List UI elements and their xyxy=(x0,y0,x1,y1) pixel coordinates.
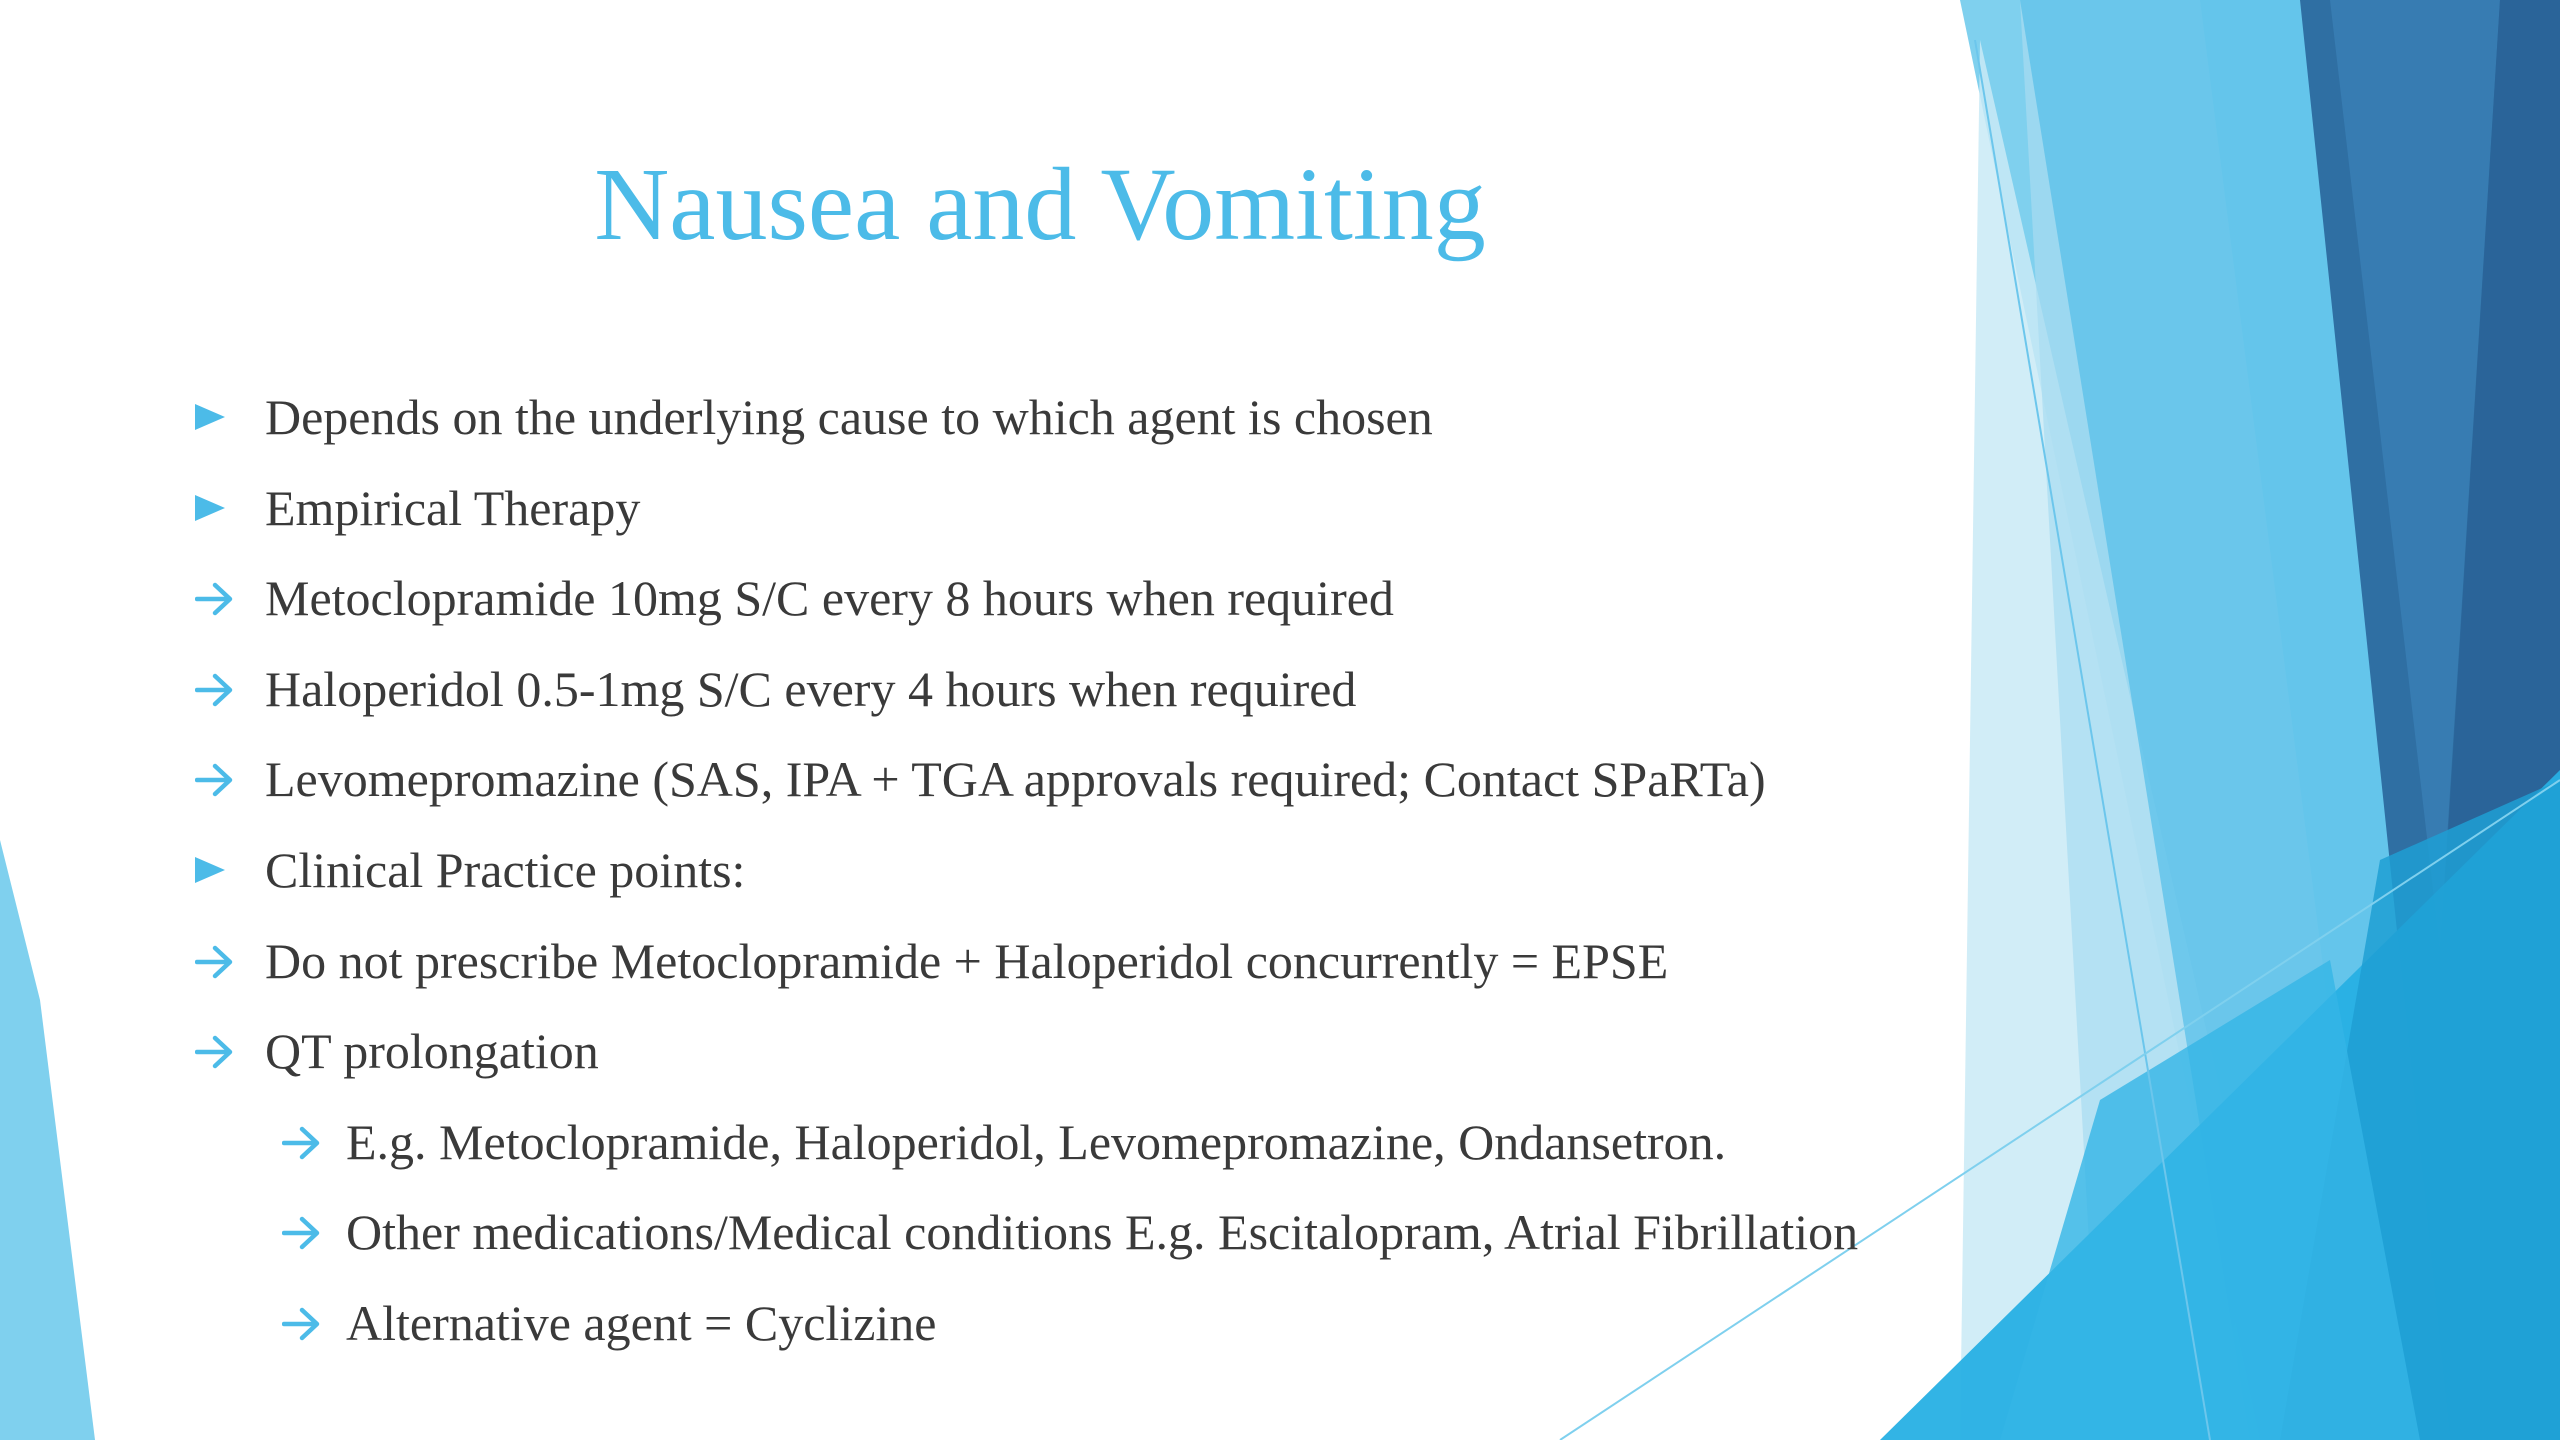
bullet-item xyxy=(195,825,745,915)
slide-title: Nausea and Vomiting xyxy=(594,147,1486,262)
bullet-item xyxy=(282,1187,1858,1277)
bullet-item xyxy=(282,1097,1726,1187)
bullet-text: Metoclopramide 10mg S/C every 8 hours when required xyxy=(265,570,1394,627)
bullet-text: Depends on the underlying cause to which agent is chosen xyxy=(265,389,1433,445)
arrow-bullet-icon xyxy=(195,749,265,809)
arrow-bullet-icon xyxy=(195,659,265,719)
bullet-text: Haloperidol 0.5-1mg S/C every 4 hours when required xyxy=(265,660,1357,717)
arrow-bullet-icon xyxy=(195,568,265,628)
bullet-text: Empirical Therapy xyxy=(265,479,641,536)
bullet-item xyxy=(195,644,1356,734)
arrow-bullet-icon xyxy=(195,931,265,991)
bullet-item xyxy=(195,1006,599,1096)
bullet-text: QT prolongation xyxy=(265,1023,599,1080)
triangle-bullet-icon xyxy=(195,387,265,447)
bullet-text: Alternative agent = Cyclizine xyxy=(346,1295,937,1351)
bullet-text: Do not prescribe Metoclopramide + Haloperidol concurrently = EPSE xyxy=(265,932,1669,989)
triangle-bullet-icon xyxy=(195,478,265,538)
arrow-bullet-icon xyxy=(195,1021,265,1081)
bullet-item xyxy=(195,463,640,553)
bullet-item xyxy=(195,734,1766,824)
bullet-item xyxy=(282,1278,936,1368)
arrow-bullet-icon xyxy=(282,1202,346,1262)
arrow-bullet-icon xyxy=(282,1112,346,1172)
bullet-item xyxy=(195,916,1668,1006)
bullet-text: Clinical Practice points: xyxy=(265,842,746,898)
bullet-item xyxy=(195,553,1394,643)
bullet-item xyxy=(195,372,1433,462)
bullet-text: E.g. Metoclopramide, Haloperidol, Levomepromazine, Ondansetron. xyxy=(346,1113,1727,1170)
bullet-text: Other medications/Medical conditions E.g. Escitalopram, Atrial Fibrillation xyxy=(346,1204,1859,1261)
bullet-text: Levomepromazine (SAS, IPA + TGA approvals required; Contact SPaRTa) xyxy=(265,751,1766,808)
arrow-bullet-icon xyxy=(282,1293,346,1353)
triangle-bullet-icon xyxy=(195,840,265,900)
